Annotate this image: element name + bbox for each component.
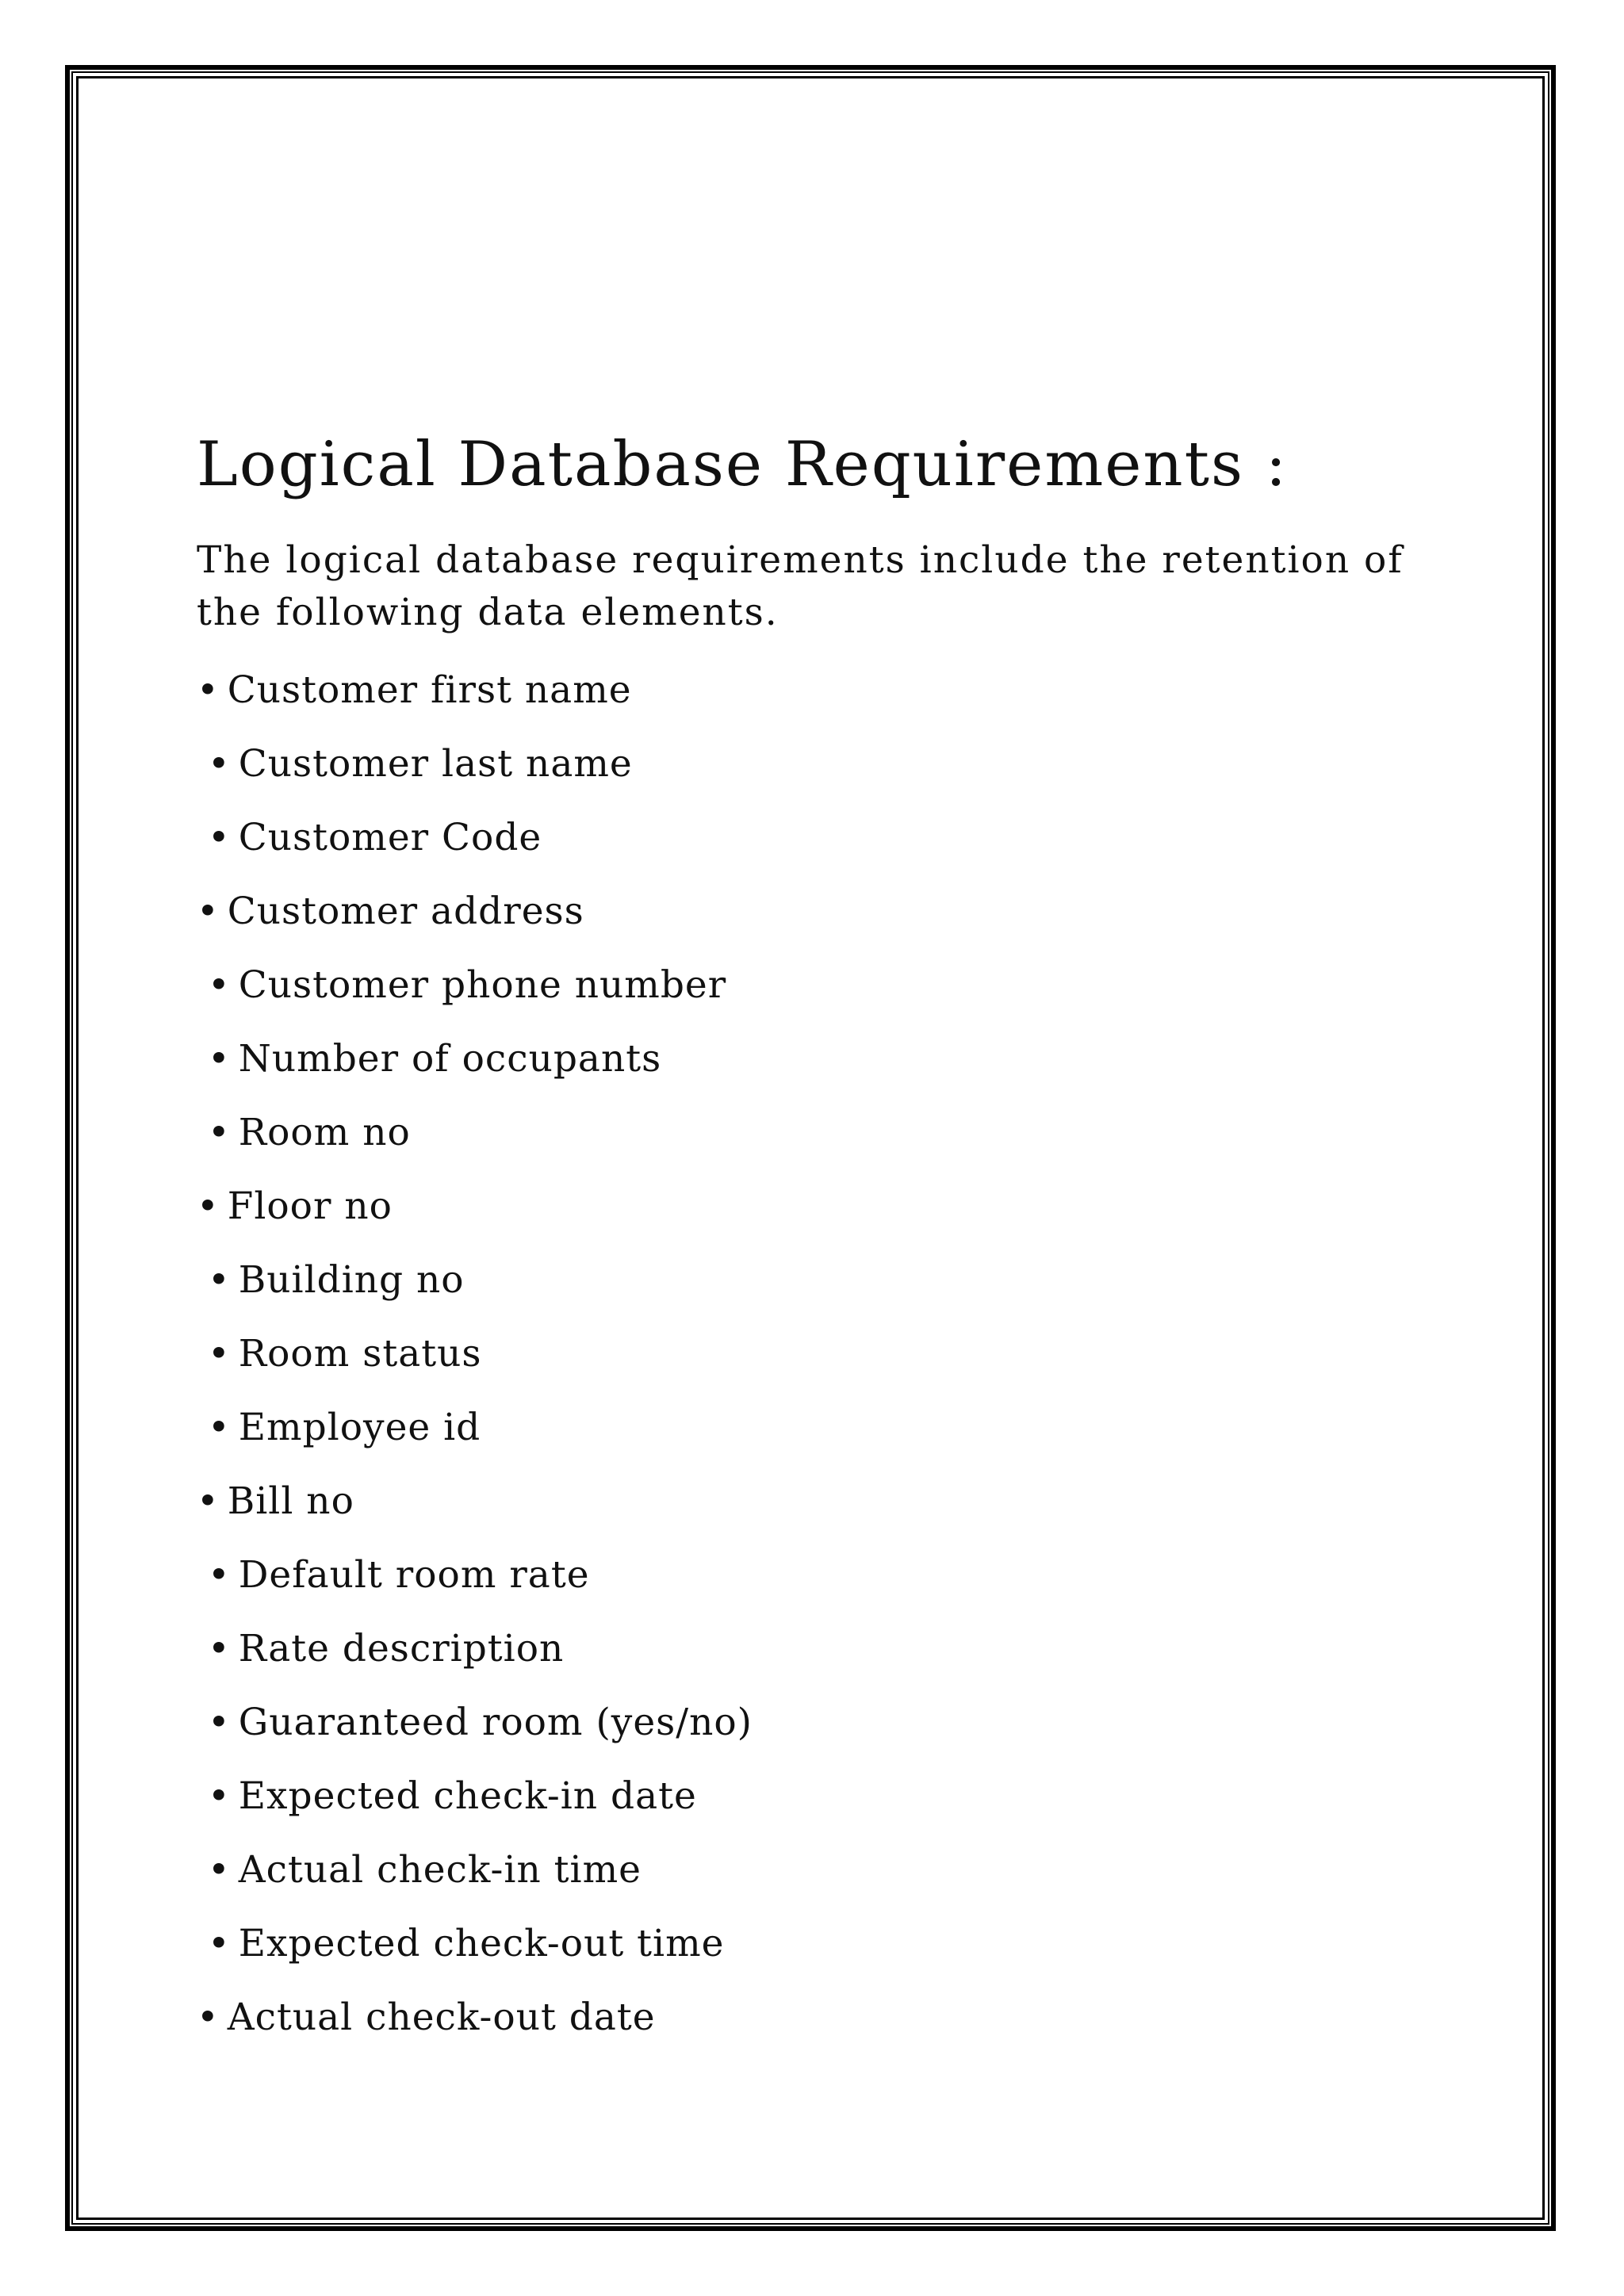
bullet-icon: • xyxy=(208,1257,231,1302)
list-item xyxy=(197,1759,1465,1833)
list-item xyxy=(197,1612,1465,1686)
list-item-label: Actual check-out date xyxy=(227,1995,656,2039)
list-item xyxy=(197,1096,1465,1169)
list-item-label: Customer address xyxy=(227,889,584,933)
list-item xyxy=(197,1538,1465,1612)
list-item-label: Customer phone number xyxy=(238,962,727,1007)
bullet-icon: • xyxy=(208,1405,231,1449)
list-item xyxy=(197,1022,1465,1096)
bullet-icon: • xyxy=(208,1036,231,1081)
list-item-label: Bill no xyxy=(227,1479,354,1523)
list-item xyxy=(197,727,1465,801)
bullet-icon: • xyxy=(208,815,231,859)
bullet-icon: • xyxy=(208,1110,231,1154)
bullet-icon: • xyxy=(208,1552,231,1597)
list-item-label: Employee id xyxy=(238,1405,481,1449)
list-item xyxy=(197,1243,1465,1317)
bullet-icon: • xyxy=(197,1479,220,1523)
page-content xyxy=(197,428,1465,2054)
list-item-label: Building no xyxy=(238,1257,465,1302)
list-item xyxy=(197,1907,1465,1980)
bullet-icon: • xyxy=(208,741,231,786)
data-elements-list xyxy=(197,653,1465,2054)
list-item xyxy=(197,1464,1465,1538)
intro-paragraph: The logical database requirements include the retention of the following data elements. xyxy=(197,538,1404,634)
list-item xyxy=(197,1317,1465,1391)
list-item xyxy=(197,1833,1465,1907)
list-item xyxy=(197,653,1465,727)
list-item xyxy=(197,1391,1465,1464)
bullet-icon: • xyxy=(197,1995,220,2039)
list-item xyxy=(197,1980,1465,2054)
list-item-label: Rate description xyxy=(238,1626,565,1670)
list-item-label: Customer last name xyxy=(238,741,633,786)
list-item-label: Expected check-in date xyxy=(238,1774,697,1818)
list-item-label: Default room rate xyxy=(238,1552,590,1597)
bullet-icon: • xyxy=(197,668,220,712)
list-item xyxy=(197,1169,1465,1243)
list-item-label: Floor no xyxy=(227,1184,393,1228)
bullet-icon: • xyxy=(208,1921,231,1965)
bullet-icon: • xyxy=(208,1847,231,1892)
list-item-label: Customer Code xyxy=(238,815,542,859)
list-item-label: Guaranteed room (yes/no) xyxy=(238,1700,753,1744)
bullet-icon: • xyxy=(197,889,220,933)
list-item-label: Actual check-in time xyxy=(238,1847,642,1892)
list-item xyxy=(197,1686,1465,1759)
bullet-icon: • xyxy=(208,1626,231,1670)
bullet-icon: • xyxy=(208,1700,231,1744)
bullet-icon: • xyxy=(208,962,231,1007)
bullet-icon: • xyxy=(208,1331,231,1376)
list-item xyxy=(197,948,1465,1022)
list-item-label: Room status xyxy=(238,1331,482,1376)
list-item xyxy=(197,801,1465,874)
list-item-label: Expected check-out time xyxy=(238,1921,725,1965)
bullet-icon: • xyxy=(208,1774,231,1818)
list-item-label: Room no xyxy=(238,1110,411,1154)
bullet-icon: • xyxy=(197,1184,220,1228)
page-title: Logical Database Requirements : xyxy=(197,429,1289,500)
list-item-label: Customer first name xyxy=(227,668,632,712)
list-item-label: Number of occupants xyxy=(238,1036,662,1081)
list-item xyxy=(197,874,1465,948)
